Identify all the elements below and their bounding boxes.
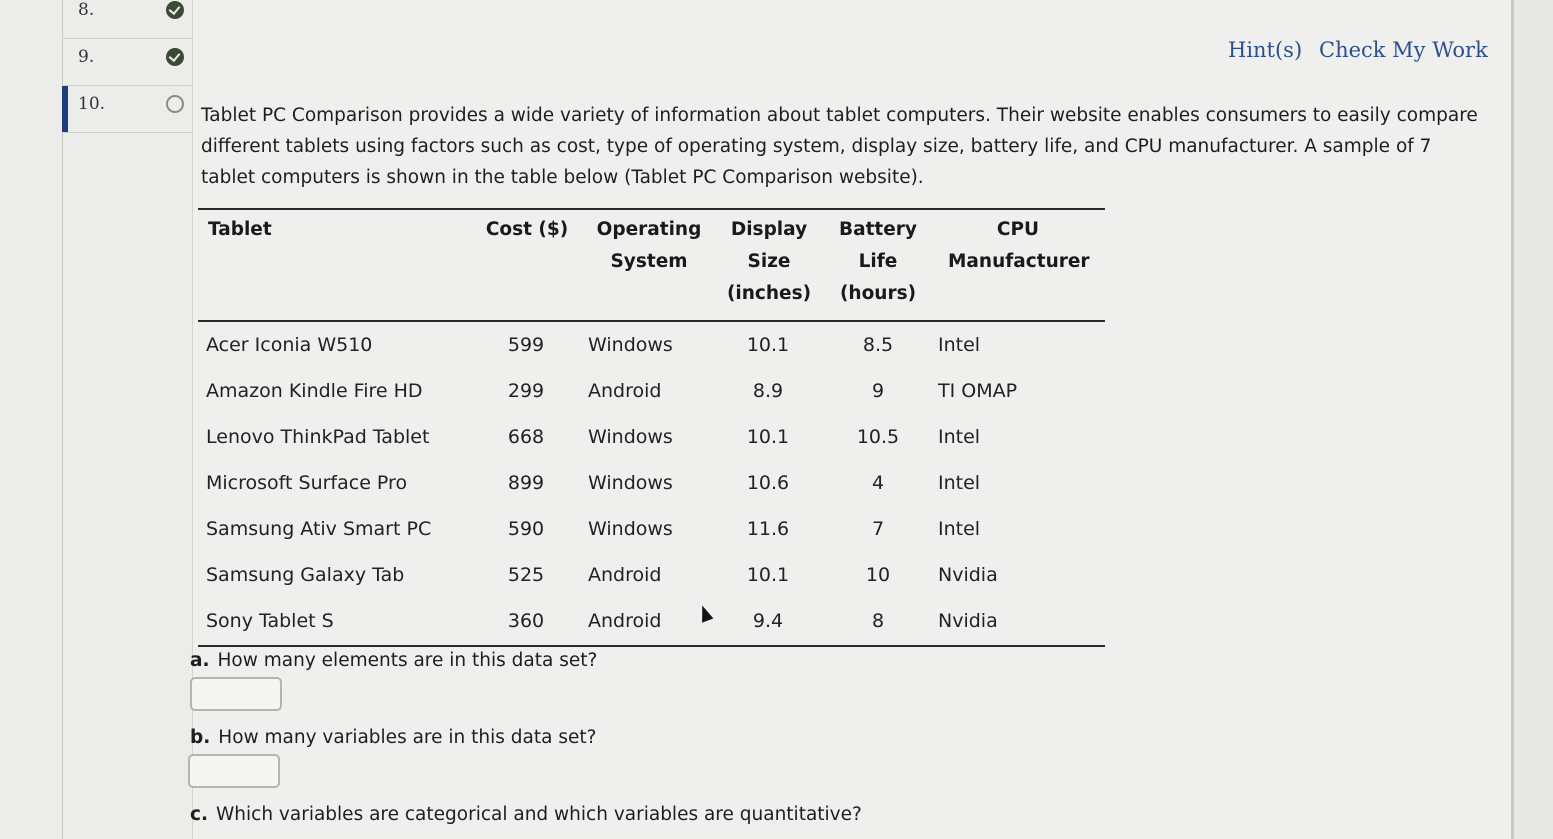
question-navigator [0, 0, 192, 839]
table-row [198, 322, 1105, 368]
hints-link[interactable]: Hint(s) [1228, 38, 1303, 62]
cell-tablet: Samsung Galaxy Tab [206, 564, 405, 586]
question-number: 8. [78, 0, 95, 20]
empty-circle-icon [166, 95, 184, 113]
question-nav-item-10[interactable] [62, 86, 192, 133]
cell-os: Windows [588, 426, 673, 448]
part-c-question [190, 804, 862, 825]
cell-display: 10.6 [746, 472, 790, 494]
table-row [198, 552, 1105, 598]
cell-tablet: Sony Tablet S [206, 610, 334, 632]
part-b-answer-input[interactable] [188, 754, 280, 788]
cell-cost: 360 [507, 610, 545, 632]
question-number: 10. [78, 94, 106, 114]
cell-tablet: Acer Iconia W510 [206, 334, 373, 356]
cell-display: 10.1 [746, 564, 790, 586]
cell-cpu: Nvidia [938, 610, 998, 632]
table-bottom-rule [198, 645, 1105, 647]
cell-cpu: Intel [938, 426, 981, 448]
cell-display: 9.4 [752, 610, 784, 632]
cell-battery: 8 [871, 610, 885, 632]
table-row [198, 414, 1105, 460]
cell-os: Windows [588, 518, 673, 540]
cell-cost: 899 [507, 472, 545, 494]
part-c-text: Which variables are categorical and which variables are quantitative? [216, 804, 862, 825]
header-tablet: Tablet [208, 219, 272, 240]
question-nav-item-9[interactable] [62, 39, 192, 86]
active-indicator [62, 86, 68, 132]
check-circle-icon [166, 1, 184, 19]
check-circle-icon [166, 48, 184, 66]
cell-display: 8.9 [752, 380, 784, 402]
table-row [198, 368, 1105, 414]
part-c-letter: c. [190, 804, 208, 825]
question-nav-item-8[interactable] [62, 0, 192, 39]
cell-cpu: Nvidia [938, 564, 998, 586]
cell-battery: 7 [871, 518, 885, 540]
cell-os: Android [588, 564, 662, 586]
header-cost: Cost ($) [485, 219, 569, 240]
question-number: 9. [78, 47, 95, 67]
check-my-work-link[interactable]: Check My Work [1319, 38, 1488, 62]
cell-battery: 8.5 [862, 334, 894, 356]
cell-os: Android [588, 380, 662, 402]
cell-battery: 10 [865, 564, 891, 586]
cell-cpu: Intel [938, 472, 981, 494]
cell-cpu: TI OMAP [938, 380, 1018, 402]
cell-tablet: Amazon Kindle Fire HD [206, 380, 423, 402]
table-row [198, 506, 1105, 552]
cell-tablet: Lenovo ThinkPad Tablet [206, 426, 430, 448]
question-prompt: Tablet PC Comparison provides a wide variety of information about tablet computers. Their website enables consumers to easily compare different tablets using factors such as cost, type of operating system, display size, battery life, and CPU manufacturer. A sample of 7 tablet computers is shown in the table below (Tablet PC Comparison website). [201, 105, 1478, 188]
cell-cpu: Intel [938, 518, 981, 540]
cell-cost: 668 [507, 426, 545, 448]
part-a-letter: a. [190, 650, 210, 671]
table-row [198, 460, 1105, 506]
part-b-text: How many variables are in this data set? [218, 727, 597, 748]
table-top-rule [198, 208, 1105, 210]
part-a-text: How many elements are in this data set? [217, 650, 598, 671]
header-cpu: CPU Manufacturer [948, 219, 1090, 272]
cell-os: Windows [588, 472, 673, 494]
cell-battery: 10.5 [856, 426, 900, 448]
cell-cost: 599 [507, 334, 545, 356]
cell-battery: 4 [871, 472, 885, 494]
cell-battery: 9 [871, 380, 885, 402]
cell-tablet: Samsung Ativ Smart PC [206, 518, 432, 540]
cell-os: Android [588, 610, 662, 632]
cell-tablet: Microsoft Surface Pro [206, 472, 408, 494]
cell-display: 11.6 [746, 518, 790, 540]
cell-os: Windows [588, 334, 673, 356]
part-b-question [190, 727, 596, 748]
table-row [198, 598, 1105, 644]
cell-display: 10.1 [746, 426, 790, 448]
cell-display: 10.1 [746, 334, 790, 356]
cell-cost: 590 [507, 518, 545, 540]
header-display: Display Size (inches) [726, 219, 812, 304]
part-a-answer-input[interactable] [190, 677, 282, 711]
cell-cost: 525 [507, 564, 545, 586]
part-b-letter: b. [190, 727, 211, 748]
header-os: Operating System [596, 219, 702, 272]
header-battery: Battery Life (hours) [838, 219, 917, 304]
cell-cpu: Intel [938, 334, 981, 356]
cell-cost: 299 [507, 380, 545, 402]
part-a-question [190, 650, 597, 671]
